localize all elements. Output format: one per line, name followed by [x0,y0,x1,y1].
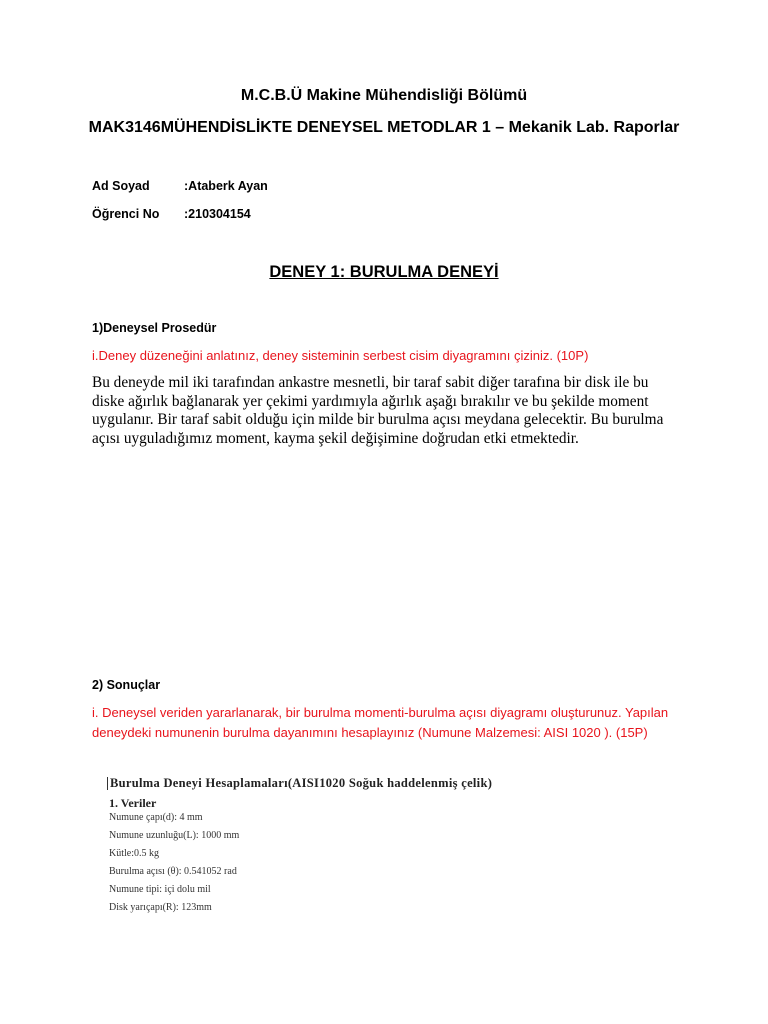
student-number-label: Öğrenci No [92,207,160,221]
course-title: MAK3146MÜHENDİSLİKTE DENEYSEL METODLAR 1 – Mekanik Lab. Raporlar [88,119,680,136]
section1-answer [92,374,692,448]
data-item: Burulma açısı (θ): 0.541052 rad [109,866,237,877]
answer-line: uygulanır. Bir taraf sabit olduğu için milde bir burulma açısı meydana gelecektir. Bu burulma [92,411,664,428]
data-item: Numune çapı(d): 4 mm [109,812,203,823]
student-number-value: :210304154 [184,207,251,221]
section2-question [92,703,692,742]
calculation-title: Burulma Deneyi Hesaplamaları(AISI1020 Soğuk haddelenmiş çelik) [110,776,493,790]
data-heading: 1. Veriler [109,796,157,810]
question-line: deneydeki numunenin burulma dayanımını hesaplayınız (Numune Malzemesi: AISI 1020 ). (15P) [92,724,648,740]
data-item: Kütle:0.5 kg [109,848,159,859]
section1-heading: 1)Deneysel Prosedür [92,321,217,335]
data-item: Numune uzunluğu(L): 1000 mm [109,830,240,841]
answer-line: Bu deneyde mil iki tarafından ankastre mesnetli, bir taraf sabit diğer tarafına bir disk ile bu [92,374,649,391]
answer-line: açısı uyguladığımız moment, kayma şekil değişimine doğrudan etki etmektedir. [92,429,579,447]
section1-question: i.Deney düzeneğini anlatınız, deney sisteminin serbest cisim diyagramını çiziniz. (10P) [92,348,589,363]
experiment-title: DENEY 1: BURULMA DENEYİ [269,263,499,281]
faculty-title: M.C.B.Ü Makine Mühendisliği Bölümü [240,87,528,104]
text-cursor-bar [107,777,108,790]
data-item: Disk yarıçapı(R): 123mm [109,902,212,913]
data-item: Numune tipi: içi dolu mil [109,884,211,895]
calculation-image [106,774,586,914]
name-value: :Ataberk Ayan [184,179,268,193]
section2-heading: 2) Sonuçlar [92,678,161,692]
name-label: Ad Soyad [92,179,150,193]
answer-line: diske ağırlık bağlanarak yer çekimi yardımıyla ağırlık aşağı bırakılır ve bu şekilde moment [92,392,649,410]
question-line: i. Deneysel veriden yararlanarak, bir burulma momenti-burulma açısı diyagramı oluşturunuz. Yapılan [92,705,669,720]
